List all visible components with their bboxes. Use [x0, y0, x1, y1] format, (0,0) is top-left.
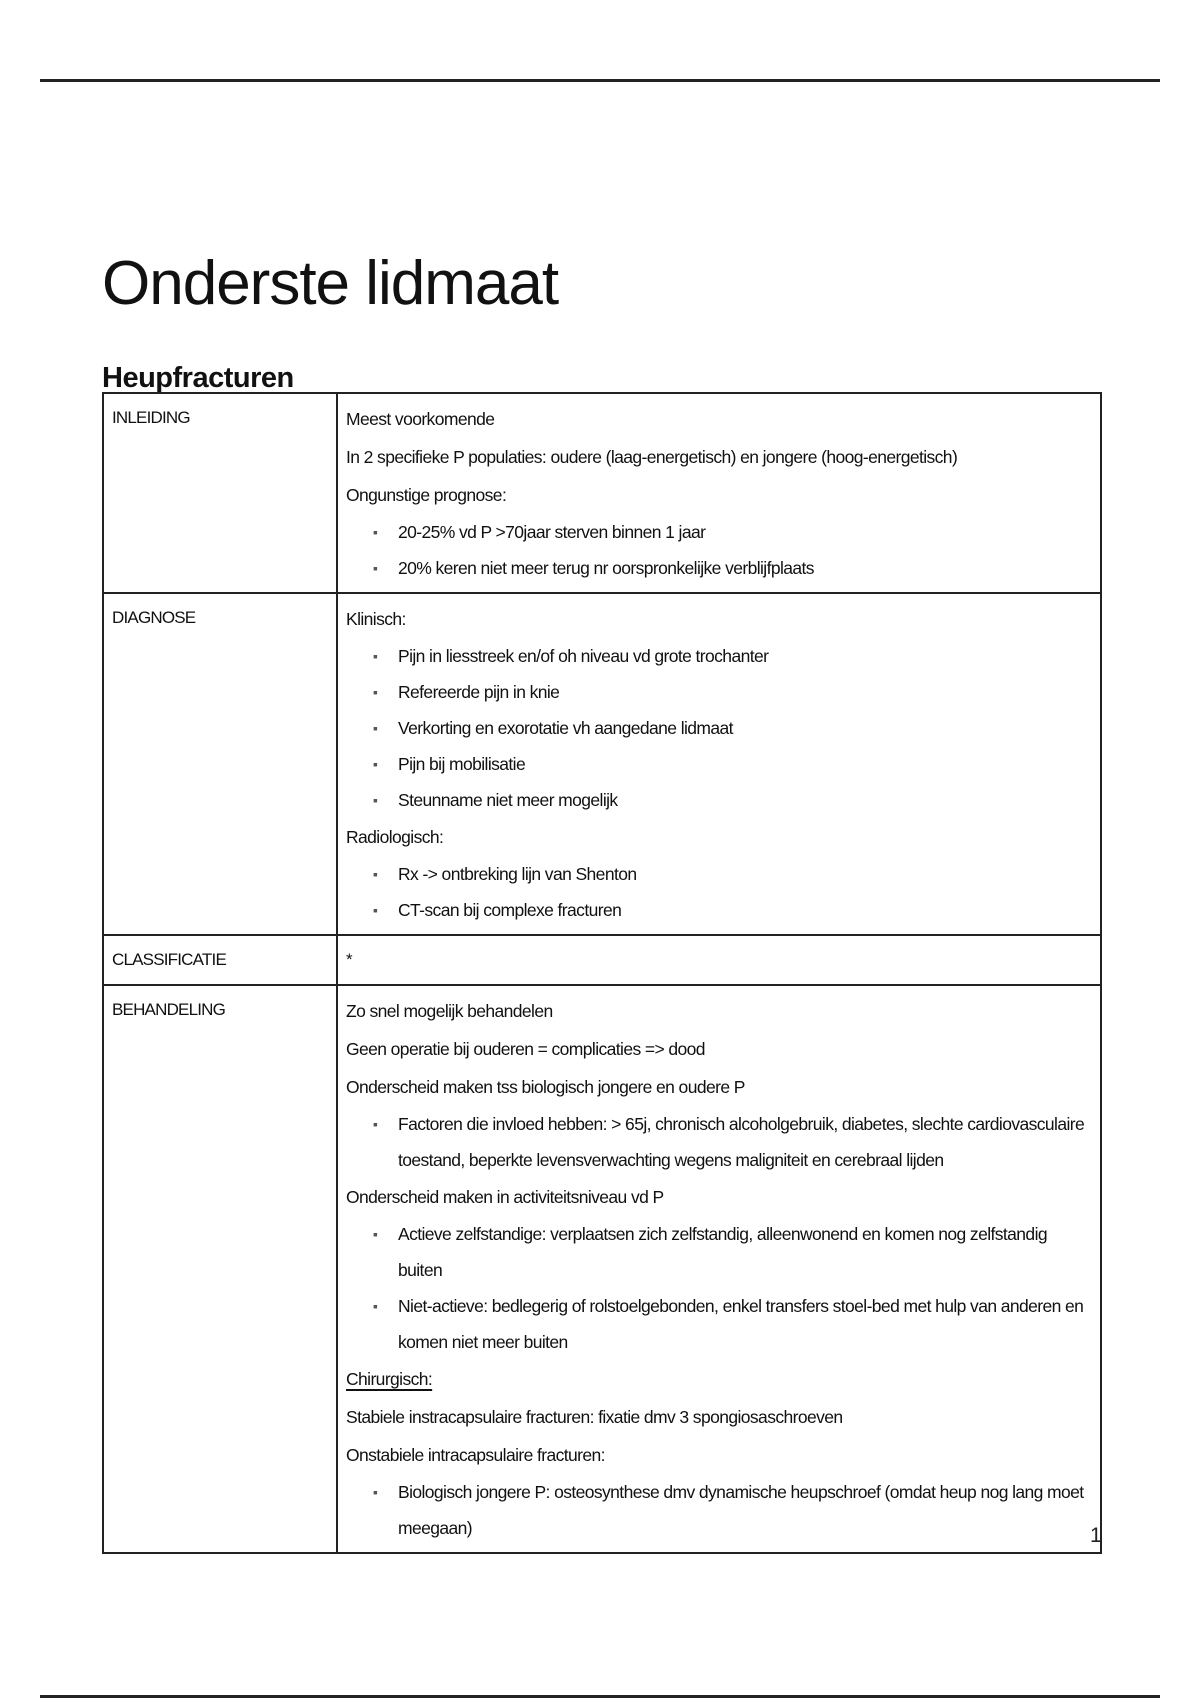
table-row-behandeling: [103, 985, 1101, 1553]
page-title: Onderste lidmaat: [102, 248, 559, 318]
fracture-table: [102, 392, 1102, 1554]
list-item: ▪ Steunname niet meer mogelijk: [346, 782, 1092, 818]
row-content-cell: [337, 935, 1101, 985]
header-rule: [40, 79, 1160, 82]
row-label: CLASSIFICATIE: [112, 950, 226, 969]
table-row-diagnose: [103, 593, 1101, 935]
list-item: ▪ 20-25% vd P >70jaar sterven binnen 1 jaar: [346, 514, 1092, 550]
footer-rule: [40, 1695, 1160, 1698]
bullet-icon: ▪: [373, 720, 378, 736]
row-label: BEHANDELING: [112, 1000, 226, 1019]
row-content-cell: [337, 593, 1101, 935]
text-line: Klinisch:: [346, 609, 406, 629]
list-item: ▪ Factoren die invloed hebben: > 65j, chronisch alcoholgebruik, diabetes, slechte cardiovasculaire toestand, beperkte levensverwachting wegens maligniteit en cerebraal lijden: [346, 1106, 1092, 1178]
row-content-cell: [337, 985, 1101, 1553]
bullet-icon: ▪: [373, 866, 378, 882]
list-item: ▪ Refereerde pijn in knie: [346, 674, 1092, 710]
text-line: Ongunstige prognose:: [346, 485, 507, 505]
text-line: Onderscheid maken in activiteitsniveau vd P: [346, 1187, 664, 1207]
text-line: Meest voorkomende: [346, 409, 495, 429]
table-row-inleiding: [103, 393, 1101, 593]
bullet-icon: ▪: [373, 648, 378, 664]
row-content-cell: [337, 393, 1101, 593]
text-line: *: [346, 950, 352, 969]
bullet-icon: ▪: [373, 1484, 378, 1500]
table-row-classificatie: [103, 935, 1101, 985]
list-item: ▪ Verkorting en exorotatie vh aangedane lidmaat: [346, 710, 1092, 746]
text-line: Zo snel mogelijk behandelen: [346, 1001, 553, 1021]
bullet-icon: ▪: [373, 902, 378, 918]
page-number: 1: [1090, 1524, 1102, 1547]
row-label-cell: [103, 593, 337, 935]
bullet-icon: ▪: [373, 524, 378, 540]
text-line: In 2 specifieke P populaties: oudere (laag-energetisch) en jongere (hoog-energetisch): [346, 447, 958, 467]
list-item: ▪ Biologisch jongere P: osteosynthese dmv dynamische heupschroef (omdat heup nog lang moet meegaan): [346, 1474, 1092, 1546]
row-label: INLEIDING: [112, 408, 190, 427]
row-label-cell: [103, 985, 337, 1553]
bullet-icon: ▪: [373, 756, 378, 772]
text-line: Onstabiele intracapsulaire fracturen:: [346, 1445, 605, 1465]
underlined-heading: Chirurgisch:: [346, 1369, 433, 1389]
bullet-icon: ▪: [373, 1226, 378, 1242]
row-label-cell: [103, 393, 337, 593]
list-item: ▪ Pijn bij mobilisatie: [346, 746, 1092, 782]
text-line: Geen operatie bij ouderen = complicaties => dood: [346, 1039, 705, 1059]
row-label-cell: [103, 935, 337, 985]
list-item: ▪ 20% keren niet meer terug nr oorspronkelijke verblijfplaats: [346, 550, 1092, 586]
text-line: Onderscheid maken tss biologisch jongere en oudere P: [346, 1077, 745, 1097]
list-item: ▪ Actieve zelfstandige: verplaatsen zich zelfstandig, alleenwonend en komen nog zelfstandig buiten: [346, 1216, 1092, 1288]
list-item: ▪ Niet-actieve: bedlegerig of rolstoelgebonden, enkel transfers stoel-bed met hulp van anderen en komen niet meer buiten: [346, 1288, 1092, 1360]
text-line: Stabiele instracapsulaire fracturen: fixatie dmv 3 spongiosaschroeven: [346, 1407, 843, 1427]
bullet-icon: ▪: [373, 560, 378, 576]
list-item: ▪ CT-scan bij complexe fracturen: [346, 892, 1092, 928]
bullet-icon: ▪: [373, 792, 378, 808]
list-item: ▪ Rx -> ontbreking lijn van Shenton: [346, 856, 1092, 892]
text-line: [346, 1360, 1092, 1398]
bullet-icon: ▪: [373, 1116, 378, 1132]
section-heading: Heupfracturen: [102, 362, 294, 395]
row-label: DIAGNOSE: [112, 608, 196, 627]
list-item: ▪ Pijn in liesstreek en/of oh niveau vd grote trochanter: [346, 638, 1092, 674]
bullet-icon: ▪: [373, 684, 378, 700]
bullet-icon: ▪: [373, 1298, 378, 1314]
text-line: Radiologisch:: [346, 827, 444, 847]
